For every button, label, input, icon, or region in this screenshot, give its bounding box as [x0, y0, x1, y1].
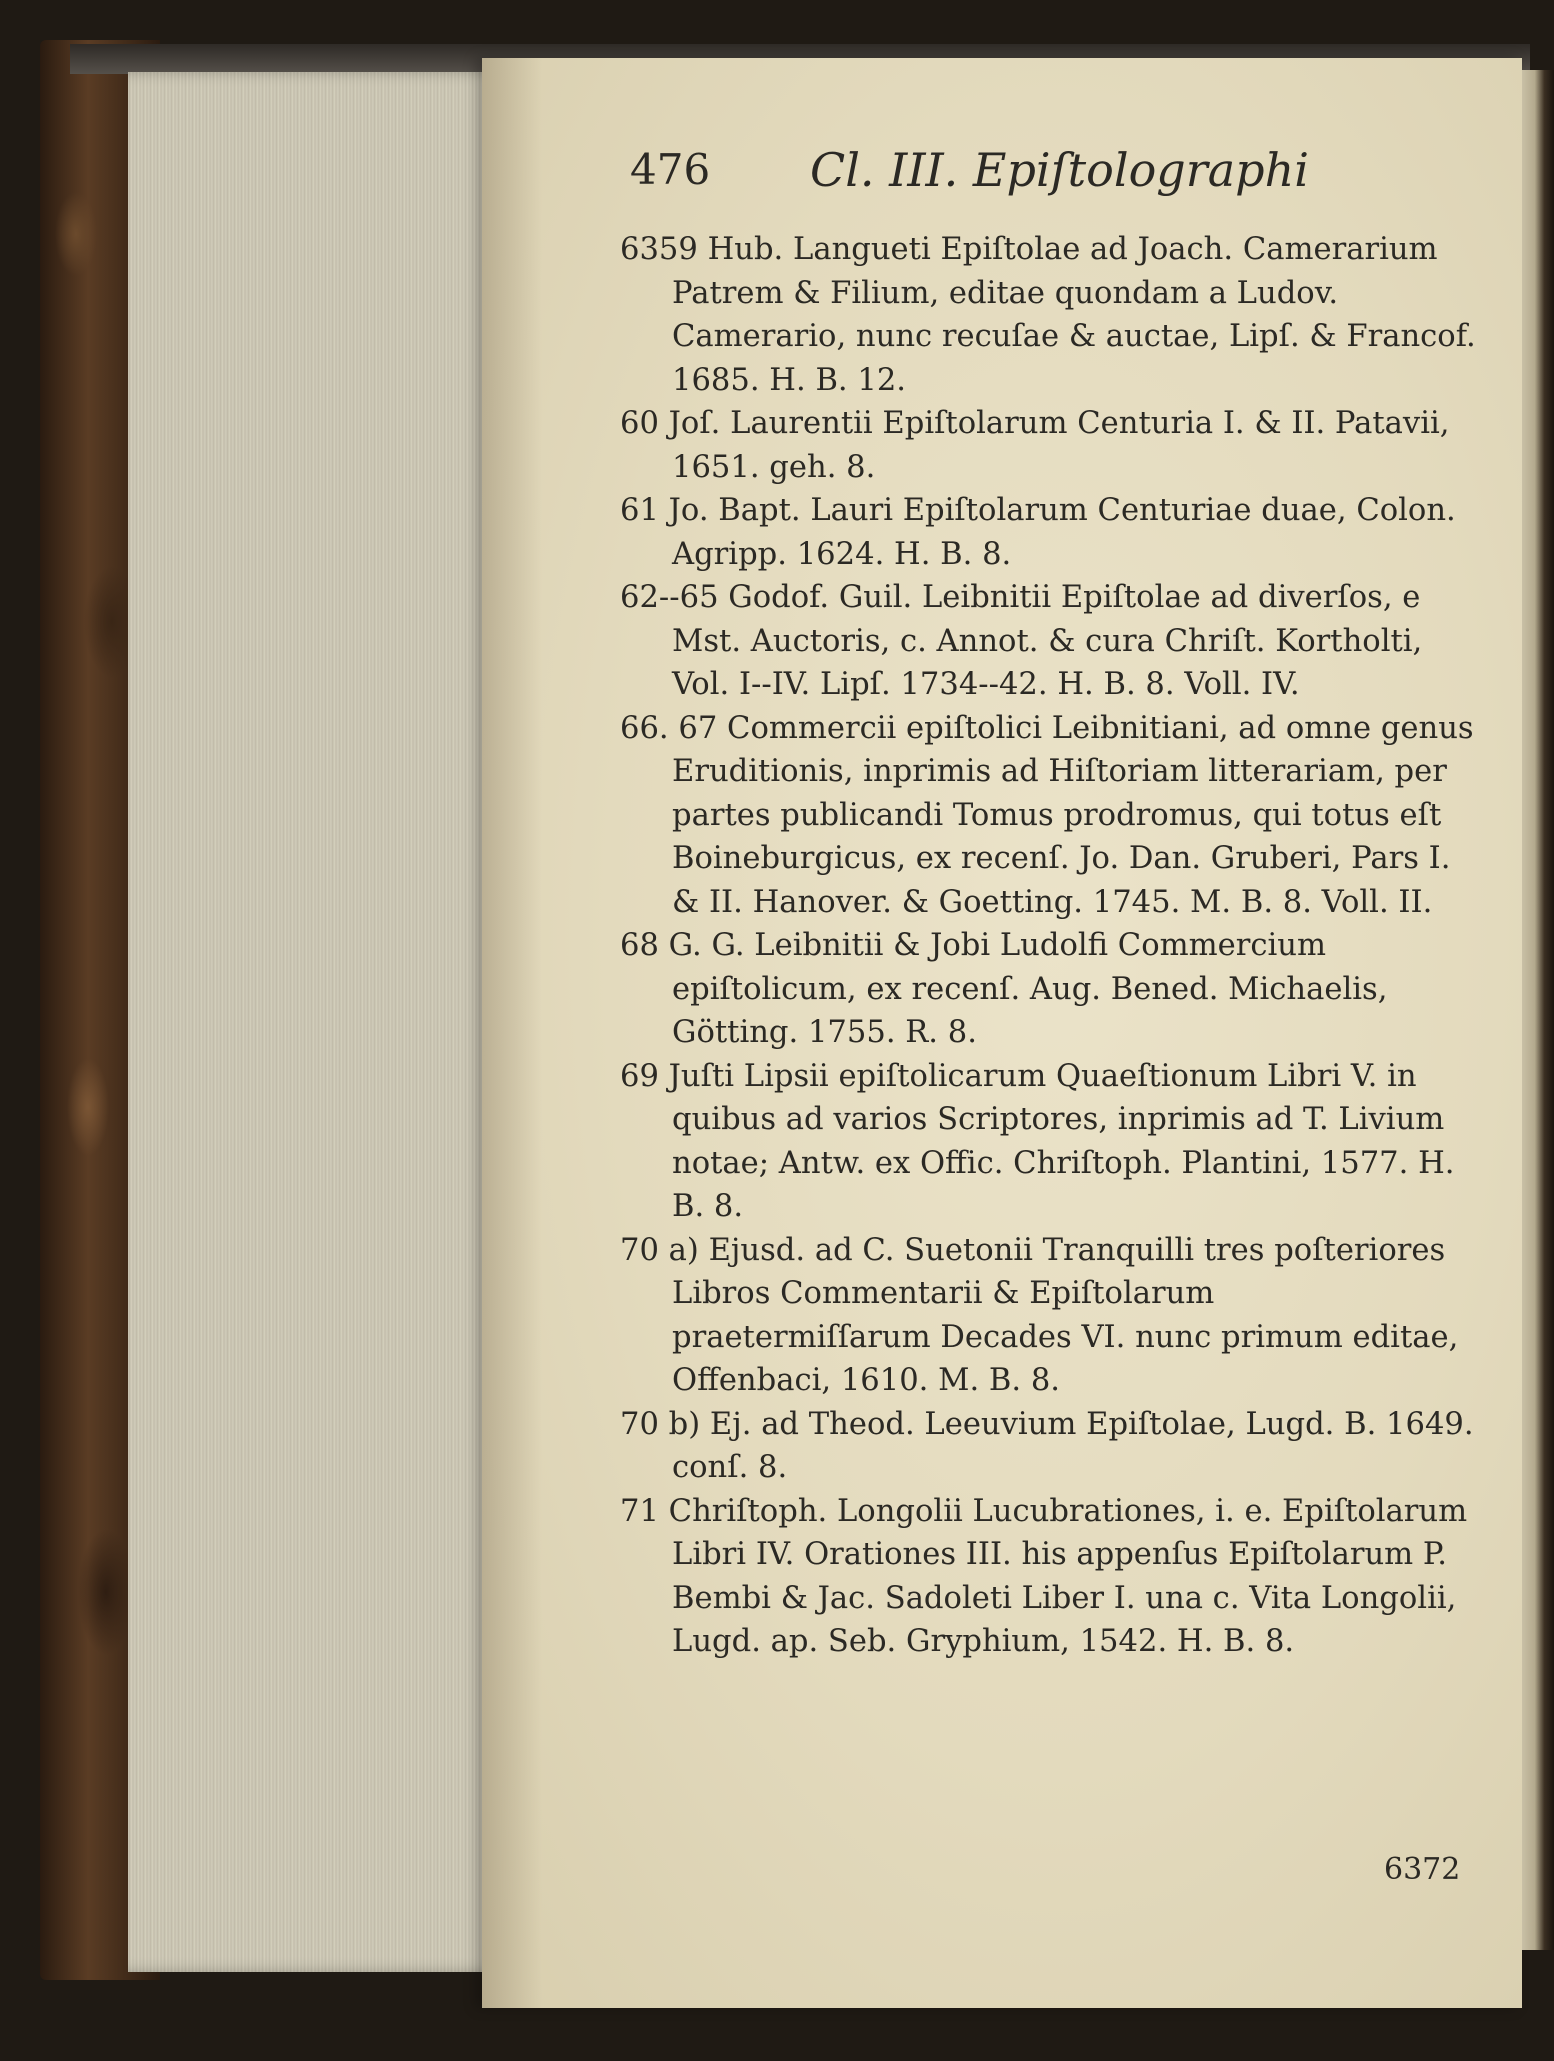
- entry-text: G. G. Leibnitii & Jobi Ludolfi Commercium epiſtolicum, ex recenſ. Aug. Bened. Michaelis, Götting. 1755. R. 8.: [668, 928, 1388, 1050]
- list-item: [620, 576, 1480, 707]
- entry-text: Joſ. Laurentii Epiſtolarum Centuria I. & II. Patavii, 1651. geh. 8.: [668, 406, 1450, 485]
- list-item: [620, 489, 1480, 576]
- entry-number: 70 b): [620, 1406, 701, 1442]
- page-title: Cl. III. Epiſtolographi: [810, 143, 1309, 197]
- list-item: [620, 924, 1480, 1055]
- list-item: [620, 1229, 1480, 1403]
- entry-number: 6359: [620, 232, 698, 267]
- catchword: 6372: [1384, 1852, 1461, 1887]
- entry-text: Chriſtoph. Longolii Lucubrationes, i. e. Epiſtolarum Libri IV. Orationes III. his appenſus Epiſtolarum P. Bembi & Jac. Sadoleti Liber I. una c. Vita Longolii, Lugd. ap. Seb. Gryphium, 1542. H. B. 8.: [668, 1493, 1468, 1659]
- entry-number: 66. 67: [620, 710, 718, 746]
- page-text: [620, 130, 1480, 1664]
- entry-number: 70 a): [620, 1232, 699, 1268]
- running-head: [620, 130, 1480, 210]
- page-number: 476: [630, 145, 711, 194]
- list-item: [620, 402, 1480, 489]
- list-item: [620, 1055, 1480, 1229]
- entry-text: Ej. ad Theod. Leeuvium Epiſtolae, Lugd. B. 1649. conſ. 8.: [672, 1406, 1474, 1485]
- entry-text: Jo. Bapt. Lauri Epiſtolarum Centuriae duae, Colon. Agripp. 1624. H. B. 8.: [668, 493, 1456, 572]
- list-item: [620, 1403, 1480, 1490]
- list-item: [620, 1490, 1480, 1664]
- page-block-edges: [128, 72, 500, 1972]
- entry-number: 68: [620, 928, 659, 963]
- entry-text: Commercii epiſtolici Leibnitiani, ad omne genus Eruditionis, inprimis ad Hiſtoriam litterariam, per partes publicandi Tomus prodromus, qui totus eſt Boineburgicus, ex recenſ. Jo. Dan. Gruberi, Pars I. & II. Hanover. & Goetting. 1745. M. B. 8. Voll. II.: [672, 710, 1474, 920]
- entry-number: 62--65: [620, 580, 719, 615]
- entry-text: Godof. Guil. Leibnitii Epiſtolae ad diverſos, e Mst. Auctoris, c. Annot. & cura Chriſt. Kortholti, Vol. I--IV. Lipſ. 1734--42. H. B. 8. Voll. IV.: [672, 580, 1423, 702]
- entry-number: 69: [620, 1058, 659, 1094]
- entry-text: Juſti Lipsii epiſtolicarum Quaeſtionum Libri V. in quibus ad varios Scriptores, inprimis ad T. Livium notae; Antw. ex Offic. Chriſtoph. Plantini, 1577. H. B. 8.: [668, 1058, 1455, 1224]
- entry-number: 61: [620, 493, 659, 528]
- list-item: [620, 228, 1480, 402]
- entry-text: Hub. Langueti Epiſtolae ad Joach. Camerarium Patrem & Filium, editae quondam a Ludov. Camerario, nunc recuſae & auctae, Lipſ. & Francof. 1685. H. B. 12.: [672, 232, 1476, 398]
- cover-right-edge: [1522, 70, 1554, 1950]
- list-item: [620, 707, 1480, 925]
- entry-text: Ejusd. ad C. Suetonii Tranquilli tres poſteriores Libros Commentarii & Epiſtolarum praetermiſſarum Decades VI. nunc primum editae, Offenbaci, 1610. M. B. 8.: [672, 1232, 1459, 1398]
- entry-list: [620, 228, 1480, 1664]
- entry-number: 60: [620, 406, 659, 441]
- entry-number: 71: [620, 1493, 659, 1529]
- page-gutter-shadow: [482, 58, 542, 2008]
